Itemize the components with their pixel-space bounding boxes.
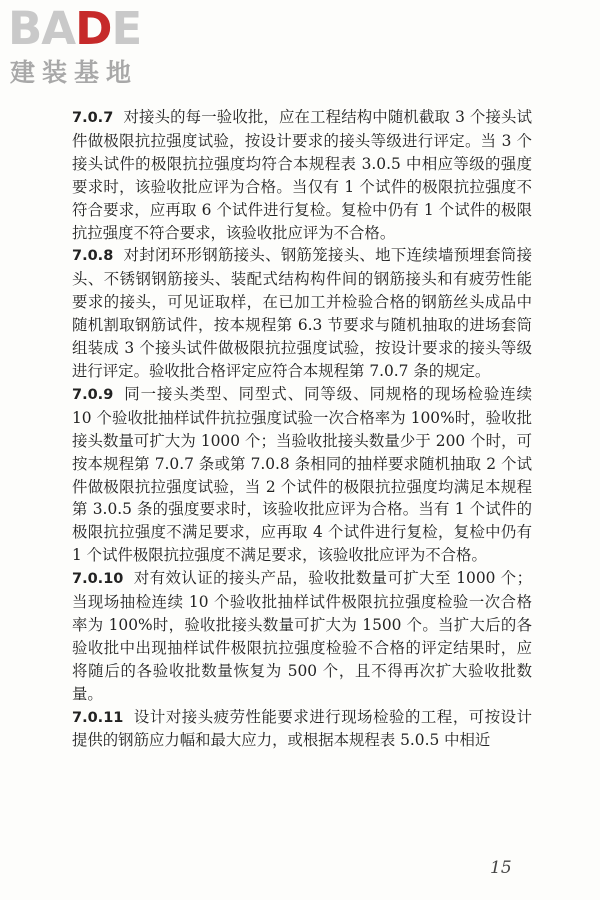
clause-number: 7.0.8 [72, 248, 114, 265]
clause-text: 对有效认证的接头产品，验收批数量可扩大至 1000 个；当现场抽检连续 10 个验收批抽样试件极限抗拉强度检验一次合格率为 100%时，验收批接头数量可扩大为 1500 个。当扩大后的各验收批中出现抽样试件极限抗拉强度检验不合格的评定结果时，应将随后的各验收批数量恢复为 500 个，且不得再次扩大验收批数量。 [72, 569, 532, 703]
logo-wordmark [8, 4, 141, 54]
clause-number: 7.0.9 [72, 386, 114, 403]
clause-text: 对封闭环形钢筋接头、钢筋笼接头、地下连续墙预埋套筒接头、不锈钢钢筋接头、装配式结构构件间的钢筋接头和有疲劳性能要求的接头，可见证取样，在已加工并检验合格的钢筋丝头成品中随机割取钢筋试件，按本规程第 6.3 节要求与随机抽取的进场套筒组装成 3 个接头试件做极限抗拉强度试验，按设计要求的接头等级进行评定。验收批合格评定应符合本规程第 7.0.7 条的规定。 [72, 246, 532, 380]
bade-logo [8, 4, 180, 90]
logo-word-lead: BA [8, 2, 76, 55]
document-body [72, 106, 532, 752]
logo-word-tail: E [111, 2, 142, 55]
logo-word-accent: D [75, 2, 112, 55]
clause-text: 同一接头类型、同型式、同等级、同规格的现场检验连续 10 个验收批抽样试件抗拉强度试验一次合格率为 100%时，验收批接头数量可扩大为 1000 个；当验收批接头数量少于 200 个时，可按本规程第 7.0.7 条或第 7.0.8 条相同的抽样要求随机抽取 2 个试件做极限抗拉强度试验，当 2 个试件的极限抗拉强度均满足本规程第 3.0.5 条的强度要求时，该验收批应评为合格。当有 1 个试件的极限抗拉强度不满足要求，应再取 4 个试件进行复检，复检中仍有 1 个试件极限抗拉强度不满足要求，该验收批应评为不合格。 [72, 384, 532, 565]
clause-7-0-9 [72, 383, 532, 567]
clause-7-0-7 [72, 106, 532, 244]
clause-number: 7.0.7 [72, 110, 114, 126]
clause-7-0-10 [72, 567, 532, 705]
clause-7-0-11 [72, 706, 532, 753]
clause-text: 对接头的每一验收批，应在工程结构中随机截取 3 个接头试件做极限抗拉强度试验，按设计要求的接头等级进行评定。当 3 个接头试件的极限抗拉强度均符合本规程表 3.0.5 中相应等级的强度要求时，该验收批应评为合格。当仅有 1 个试件的极限抗拉强度不符合要求，应再取 6 个试件进行复检。复检中仍有 1 个试件的极限抗拉强度不符合要求，该验收批应评为不合格。 [72, 108, 532, 242]
clause-text: 设计对接头疲劳性能要求进行现场检验的工程，可按设计提供的钢筋应力幅和最大应力，或根据本规程表 5.0.5 中相近 [72, 707, 532, 750]
clause-number: 7.0.11 [72, 709, 124, 726]
logo-subtitle: 建装基地 [10, 58, 139, 87]
page-number: 15 [490, 858, 512, 878]
clause-number: 7.0.10 [72, 571, 124, 588]
clause-7-0-8 [72, 244, 532, 382]
